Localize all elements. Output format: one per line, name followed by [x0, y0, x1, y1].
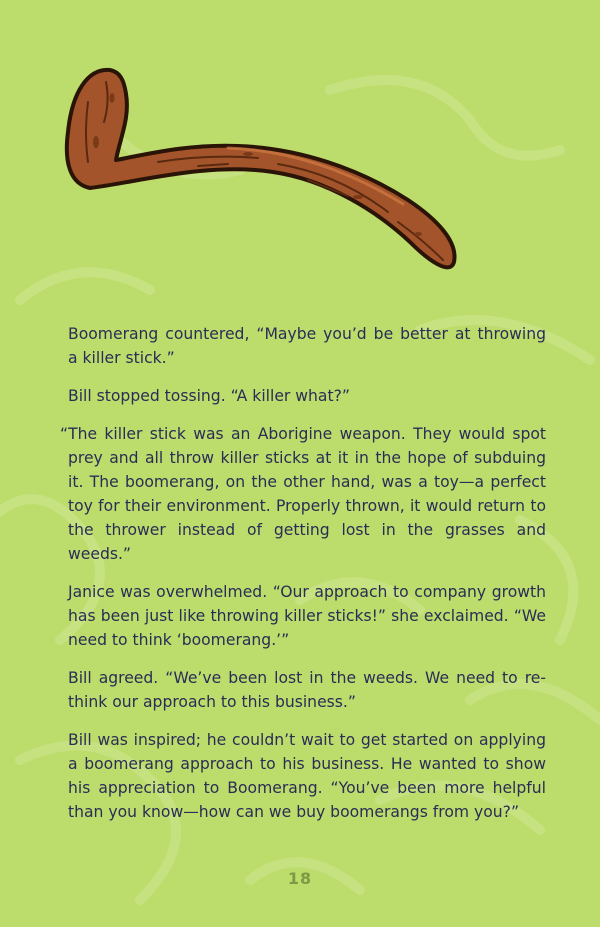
- paragraph: Bill agreed. “We’ve been lost in the weeds. We need to re-think our approach to this business.”: [68, 669, 546, 711]
- paragraph: Bill stopped tossing. “A killer what?”: [68, 387, 350, 405]
- killer-stick-icon: [58, 62, 458, 277]
- paragraph: “The killer stick was an Aborigine weapon. They would spot prey and all throw killer sticks at it in the hope of subduing it. The boomerang, on the other hand, was a toy—a perfect toy for their environment. Properly thrown, it would return to the thrower instead of getting lost in the grasses and weeds.”: [60, 425, 546, 563]
- paragraph: Janice was overwhelmed. “Our approach to company growth has been just like throwing killer sticks!” she exclaimed. “We need to think ‘boomerang.’”: [68, 583, 546, 649]
- paragraph: Bill was inspired; he couldn’t wait to get started on applying a boomerang approach to his business. He wanted to show his appreciation to Boomerang. “You’ve been more helpful than you know—how can we buy boomerangs from you?”: [68, 731, 546, 821]
- page-number: 18: [287, 869, 313, 888]
- story-text: [60, 322, 546, 838]
- paragraph: Boomerang countered, “Maybe you’d be better at throwing a killer stick.”: [68, 325, 546, 367]
